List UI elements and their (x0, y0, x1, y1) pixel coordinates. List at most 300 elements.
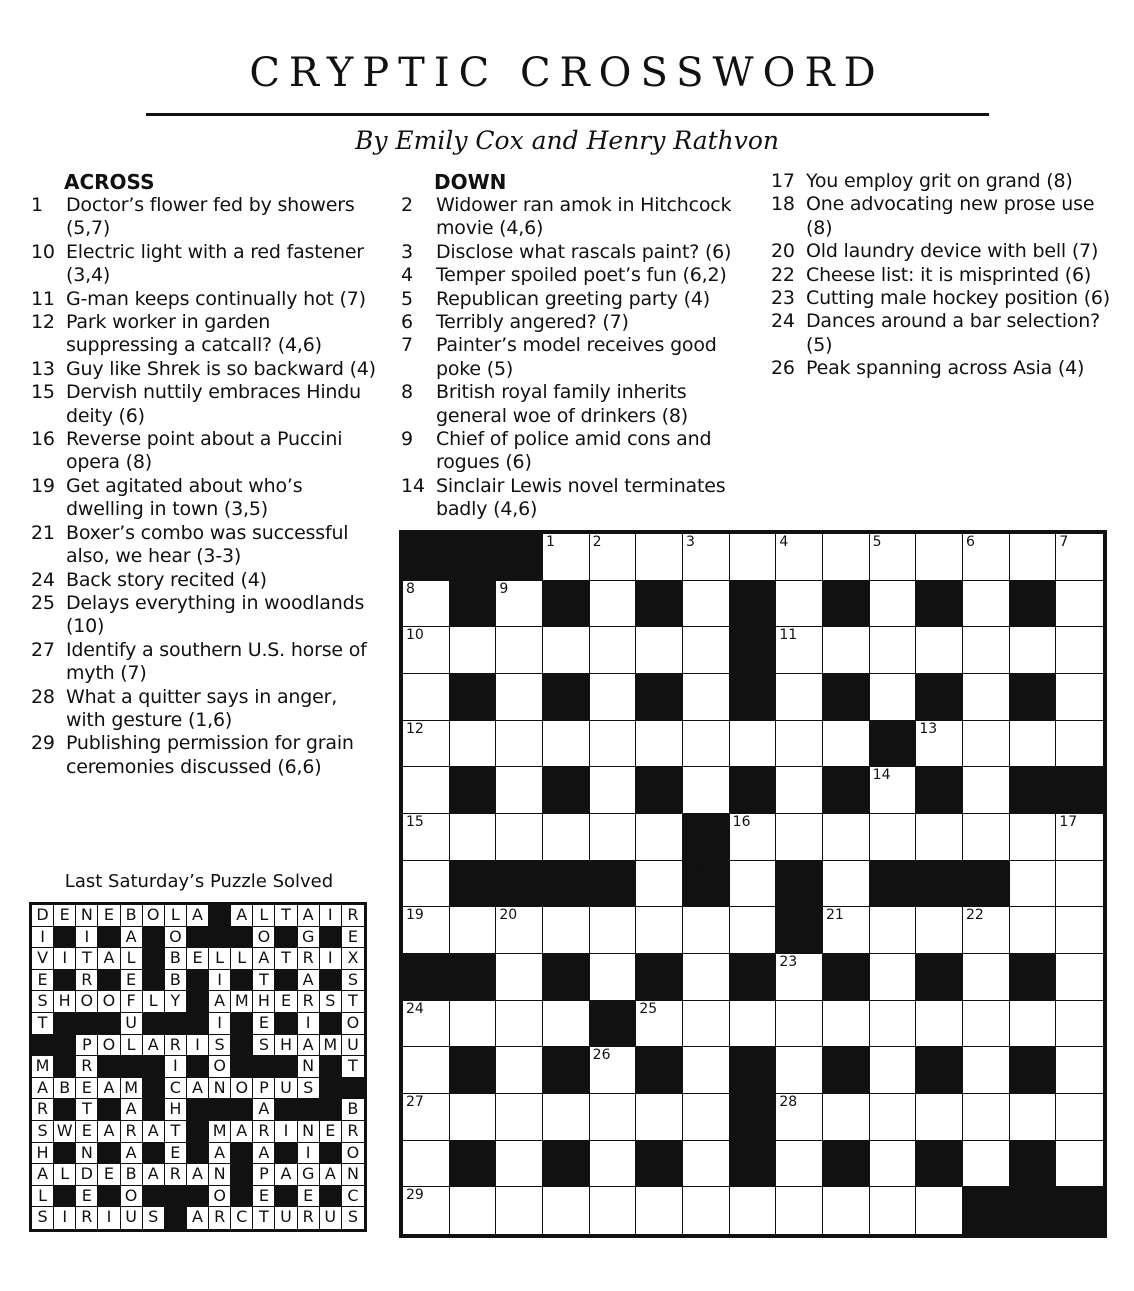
grid-cell[interactable] (916, 627, 963, 674)
grid-cell[interactable] (496, 1094, 543, 1141)
down-clues-column (401, 170, 761, 522)
grid-cell[interactable] (403, 674, 450, 721)
grid-cell[interactable] (1056, 861, 1103, 908)
grid-block (450, 674, 497, 721)
grid-cell[interactable] (496, 1187, 543, 1234)
grid-cell[interactable] (730, 721, 777, 768)
clue-number: 12 (31, 311, 55, 334)
solution-cell: U (275, 1207, 297, 1229)
grid-block (403, 954, 450, 1001)
clue-text: Electric light with a red fastener (3,4) (66, 240, 364, 287)
grid-cell[interactable] (496, 627, 543, 674)
grid-cell[interactable] (776, 767, 823, 814)
solution-cell: I (275, 1121, 297, 1143)
grid-cell[interactable] (636, 814, 683, 861)
grid-cell[interactable] (1010, 721, 1057, 768)
grid-block (730, 1047, 777, 1094)
solution-cell: O (209, 1186, 231, 1208)
grid-cell[interactable] (403, 814, 450, 861)
solution-cell: N (342, 1164, 364, 1186)
grid-cell[interactable] (403, 861, 450, 908)
clue-text: What a quitter says in anger, with gesture (1,6) (66, 685, 338, 731)
grid-cell[interactable] (1056, 581, 1103, 628)
grid-cell[interactable] (1056, 954, 1103, 1001)
solution-cell: A (298, 905, 320, 927)
puzzle-title: CRYPTIC CROSSWORD (249, 50, 885, 96)
grid-cell[interactable] (450, 1187, 497, 1234)
grid-cell[interactable] (403, 581, 450, 628)
grid-cell[interactable] (870, 581, 917, 628)
grid-cell[interactable] (590, 954, 637, 1001)
grid-cell[interactable] (776, 674, 823, 721)
solution-cell: M (209, 1121, 231, 1143)
cell-number: 18 (686, 860, 704, 877)
grid-block (636, 1141, 683, 1188)
grid-cell[interactable] (963, 767, 1010, 814)
grid-cell[interactable] (683, 1094, 730, 1141)
grid-cell[interactable] (776, 627, 823, 674)
grid-cell[interactable] (823, 861, 870, 908)
grid-cell[interactable] (823, 907, 870, 954)
grid-cell[interactable] (1010, 1094, 1057, 1141)
grid-cell[interactable] (403, 907, 450, 954)
solution-cell: U (342, 1035, 364, 1057)
clue-item (771, 357, 1116, 380)
grid-cell[interactable] (870, 1094, 917, 1141)
grid-cell[interactable] (730, 534, 777, 581)
solution-cell: A (231, 1121, 253, 1143)
grid-cell[interactable] (403, 767, 450, 814)
grid-cell[interactable] (590, 721, 637, 768)
grid-cell[interactable] (496, 767, 543, 814)
grid-cell[interactable] (1056, 1141, 1103, 1188)
solution-block (143, 1143, 165, 1165)
grid-cell[interactable] (403, 1047, 450, 1094)
solution-block (209, 905, 231, 927)
grid-block (1010, 767, 1057, 814)
grid-cell[interactable] (870, 534, 917, 581)
grid-cell[interactable] (636, 1187, 683, 1234)
grid-cell[interactable] (683, 907, 730, 954)
solution-cell: P (253, 1164, 275, 1186)
grid-block (1010, 954, 1057, 1001)
grid-cell[interactable] (590, 814, 637, 861)
solution-cell: R (209, 1207, 231, 1229)
solution-block (320, 927, 342, 949)
grid-cell[interactable] (870, 907, 917, 954)
solution-block (187, 1186, 209, 1208)
clue-text: Widower ran amok in Hitchcock movie (4,6) (436, 194, 732, 240)
grid-cell[interactable] (1056, 1001, 1103, 1048)
grid-cell[interactable] (543, 1001, 590, 1048)
grid-cell[interactable] (636, 627, 683, 674)
grid-cell[interactable] (1010, 627, 1057, 674)
solution-cell: X (342, 948, 364, 970)
grid-cell[interactable] (823, 1094, 870, 1141)
solution-cell: H (54, 991, 76, 1013)
grid-cell[interactable] (683, 1187, 730, 1234)
solution-block (54, 1099, 76, 1121)
grid-cell[interactable] (823, 721, 870, 768)
clue-number: 25 (31, 591, 55, 614)
solution-cell: B (121, 1164, 143, 1186)
grid-cell[interactable] (450, 627, 497, 674)
grid-cell[interactable] (1056, 627, 1103, 674)
clue-number: 2 (401, 194, 413, 216)
grid-cell[interactable] (636, 721, 683, 768)
grid-cell[interactable] (1056, 534, 1103, 581)
grid-cell[interactable] (496, 1047, 543, 1094)
grid-cell[interactable] (870, 627, 917, 674)
grid-cell[interactable] (963, 907, 1010, 954)
grid-cell[interactable] (403, 721, 450, 768)
grid-cell[interactable] (730, 1001, 777, 1048)
solution-block (275, 1143, 297, 1165)
solution-cell: A (320, 1164, 342, 1186)
solution-cell: E (298, 1186, 320, 1208)
grid-block (916, 674, 963, 721)
grid-cell[interactable] (730, 907, 777, 954)
grid-cell[interactable] (916, 1001, 963, 1048)
grid-cell[interactable] (730, 814, 777, 861)
grid-cell[interactable] (636, 534, 683, 581)
solution-cell: O (342, 1013, 364, 1035)
grid-cell[interactable] (590, 1141, 637, 1188)
solution-cell: O (165, 927, 187, 949)
cell-number: 13 (919, 720, 938, 737)
cell-number: 22 (966, 907, 984, 924)
grid-cell[interactable] (1056, 721, 1103, 768)
grid-cell[interactable] (823, 534, 870, 581)
solution-cell: M (32, 1056, 54, 1078)
grid-cell[interactable] (1010, 861, 1057, 908)
grid-cell[interactable] (963, 954, 1010, 1001)
solution-block (187, 1121, 209, 1143)
grid-cell[interactable] (543, 627, 590, 674)
solution-cell: A (121, 1099, 143, 1121)
clue-item (31, 194, 376, 241)
grid-cell[interactable] (963, 721, 1010, 768)
grid-cell[interactable] (543, 721, 590, 768)
solution-block (76, 1013, 98, 1035)
grid-cell[interactable] (590, 907, 637, 954)
grid-block (450, 581, 497, 628)
solution-cell: B (121, 905, 143, 927)
grid-cell[interactable] (450, 1094, 497, 1141)
grid-block (730, 674, 777, 721)
grid-cell[interactable] (683, 767, 730, 814)
solution-block (165, 1207, 187, 1229)
grid-cell[interactable] (543, 1187, 590, 1234)
grid-cell[interactable] (590, 674, 637, 721)
grid-block (916, 767, 963, 814)
cell-number: 6 (966, 534, 975, 550)
clue-text: Dances around a bar selection? (5) (806, 310, 1100, 356)
solution-block (342, 1078, 364, 1100)
solution-block (187, 991, 209, 1013)
grid-cell[interactable] (870, 1187, 917, 1234)
grid-cell[interactable] (776, 1094, 823, 1141)
grid-cell[interactable] (916, 1187, 963, 1234)
grid-cell[interactable] (590, 534, 637, 581)
grid-cell[interactable] (916, 907, 963, 954)
cell-number: 10 (406, 627, 424, 644)
grid-cell[interactable] (590, 1047, 637, 1094)
clue-text: Temper spoiled poet’s fun (6,2) (436, 264, 727, 287)
grid-cell[interactable] (683, 1047, 730, 1094)
solution-block (98, 1099, 120, 1121)
grid-cell[interactable] (963, 1141, 1010, 1188)
clue-text: Old laundry device with bell (7) (806, 240, 1099, 263)
grid-cell[interactable] (916, 1094, 963, 1141)
grid-cell[interactable] (450, 721, 497, 768)
grid-cell[interactable] (403, 1187, 450, 1234)
grid-cell[interactable] (450, 814, 497, 861)
grid-cell[interactable] (403, 1141, 450, 1188)
clue-text: Back story recited (4) (66, 568, 267, 591)
grid-cell[interactable] (963, 674, 1010, 721)
clue-item (771, 170, 1116, 193)
grid-block (543, 674, 590, 721)
solution-cell: N (298, 1121, 320, 1143)
solution-cell: A (231, 905, 253, 927)
solution-cell: R (342, 1121, 364, 1143)
cell-number: 20 (499, 907, 518, 924)
grid-cell[interactable] (963, 1001, 1010, 1048)
solution-cell: S (320, 991, 342, 1013)
solution-cell: L (121, 1035, 143, 1057)
grid-cell[interactable] (963, 627, 1010, 674)
solution-block (187, 1056, 209, 1078)
grid-cell[interactable] (1056, 1094, 1103, 1141)
solution-block (54, 1013, 76, 1035)
solution-block (231, 1013, 253, 1035)
grid-block (543, 861, 590, 908)
solution-cell: P (253, 1078, 275, 1100)
solution-cell: A (98, 948, 120, 970)
grid-cell[interactable] (683, 674, 730, 721)
solution-cell: R (298, 1207, 320, 1229)
clue-text: Sinclair Lewis novel terminates badly (4,6) (436, 474, 726, 521)
grid-cell[interactable] (683, 954, 730, 1001)
solution-block (121, 1056, 143, 1078)
grid-cell[interactable] (403, 627, 450, 674)
grid-cell[interactable] (543, 534, 590, 581)
grid-cell[interactable] (776, 534, 823, 581)
clue-text: Park worker in garden suppressing a catcall? (4,6) (66, 311, 322, 357)
grid-cell[interactable] (1056, 674, 1103, 721)
grid-block (1010, 1141, 1057, 1188)
grid-cell[interactable] (496, 674, 543, 721)
grid-block (823, 954, 870, 1001)
grid-cell[interactable] (683, 534, 730, 581)
grid-cell[interactable] (870, 767, 917, 814)
grid-cell[interactable] (496, 721, 543, 768)
grid-cell[interactable] (916, 721, 963, 768)
grid-cell[interactable] (636, 861, 683, 908)
grid-block (683, 861, 730, 908)
clue-text: British royal family inherits general woe of drinkers (8) (436, 381, 688, 427)
grid-cell[interactable] (543, 814, 590, 861)
grid-cell[interactable] (683, 627, 730, 674)
solution-cell: A (209, 991, 231, 1013)
grid-cell[interactable] (916, 814, 963, 861)
grid-cell[interactable] (683, 1001, 730, 1048)
grid-cell[interactable] (543, 907, 590, 954)
solution-cell: T (342, 1056, 364, 1078)
clue-number: 1 (31, 194, 43, 216)
grid-block (963, 861, 1010, 908)
clue-item (31, 569, 376, 592)
solution-cell: I (209, 1013, 231, 1035)
grid-cell[interactable] (403, 1001, 450, 1048)
solution-cell: A (143, 1035, 165, 1057)
grid-cell[interactable] (1010, 1001, 1057, 1048)
solution-cell: G (298, 927, 320, 949)
grid-cell[interactable] (823, 1187, 870, 1234)
grid-cell[interactable] (776, 814, 823, 861)
solution-cell: L (165, 905, 187, 927)
grid-cell[interactable] (683, 721, 730, 768)
grid-cell[interactable] (450, 907, 497, 954)
grid-cell[interactable] (496, 1141, 543, 1188)
grid-cell[interactable] (683, 1141, 730, 1188)
solution-cell: E (187, 948, 209, 970)
grid-cell[interactable] (636, 907, 683, 954)
clue-item (31, 732, 376, 779)
grid-cell[interactable] (590, 767, 637, 814)
solution-cell: A (187, 905, 209, 927)
solution-block (143, 1056, 165, 1078)
grid-cell[interactable] (870, 1047, 917, 1094)
grid-cell[interactable] (1056, 907, 1103, 954)
grid-cell[interactable] (496, 907, 543, 954)
solution-block (187, 927, 209, 949)
grid-block (963, 1187, 1010, 1234)
clue-number: 6 (401, 311, 413, 334)
grid-cell[interactable] (963, 581, 1010, 628)
cell-number: 8 (406, 580, 415, 597)
grid-cell[interactable] (963, 1047, 1010, 1094)
grid-cell[interactable] (730, 1187, 777, 1234)
grid-cell[interactable] (870, 1001, 917, 1048)
grid-cell[interactable] (776, 1047, 823, 1094)
cell-number: 16 (732, 814, 751, 830)
grid-cell[interactable] (496, 1001, 543, 1048)
clue-item (31, 381, 376, 428)
grid-cell[interactable] (730, 861, 777, 908)
grid-cell[interactable] (590, 1187, 637, 1234)
grid-cell[interactable] (963, 1094, 1010, 1141)
cell-number: 15 (406, 814, 424, 830)
solution-cell: S (32, 1207, 54, 1229)
grid-cell[interactable] (1010, 814, 1057, 861)
solution-cell: E (165, 1143, 187, 1165)
grid-cell[interactable] (496, 954, 543, 1001)
grid-cell[interactable] (870, 1141, 917, 1188)
grid-cell[interactable] (683, 581, 730, 628)
crossword-grid[interactable] (399, 530, 1107, 1238)
grid-cell[interactable] (963, 814, 1010, 861)
grid-cell[interactable] (1056, 814, 1103, 861)
grid-cell[interactable] (403, 1094, 450, 1141)
grid-cell[interactable] (776, 1001, 823, 1048)
grid-cell[interactable] (590, 581, 637, 628)
grid-cell[interactable] (823, 814, 870, 861)
grid-block (450, 767, 497, 814)
grid-cell[interactable] (776, 721, 823, 768)
clue-text: Identify a southern U.S. horse of myth (7) (66, 638, 367, 685)
solution-cell: W (54, 1121, 76, 1143)
grid-cell[interactable] (450, 1001, 497, 1048)
grid-block (823, 1047, 870, 1094)
grid-cell[interactable] (870, 954, 917, 1001)
grid-cell[interactable] (776, 581, 823, 628)
grid-cell[interactable] (776, 1141, 823, 1188)
grid-cell[interactable] (870, 814, 917, 861)
clue-text: G-man keeps continually hot (7) (66, 287, 366, 310)
solution-cell: O (76, 991, 98, 1013)
clue-number: 23 (771, 287, 795, 310)
cell-number: 26 (592, 1047, 611, 1064)
grid-block (870, 721, 917, 768)
grid-cell[interactable] (776, 1187, 823, 1234)
grid-cell[interactable] (590, 1094, 637, 1141)
grid-cell[interactable] (963, 534, 1010, 581)
grid-block (916, 1141, 963, 1188)
solution-cell: I (32, 927, 54, 949)
clue-text: Terribly angered? (7) (436, 311, 629, 334)
solution-cell: A (121, 927, 143, 949)
grid-block (636, 581, 683, 628)
grid-cell[interactable] (496, 814, 543, 861)
grid-cell[interactable] (1010, 907, 1057, 954)
clue-item (31, 288, 376, 311)
grid-cell[interactable] (1056, 1047, 1103, 1094)
grid-block (916, 861, 963, 908)
clue-item (401, 264, 761, 287)
grid-cell[interactable] (543, 1094, 590, 1141)
grid-cell[interactable] (496, 581, 543, 628)
grid-cell[interactable] (870, 674, 917, 721)
solution-block (187, 1099, 209, 1121)
solution-block (98, 1013, 120, 1035)
grid-cell[interactable] (776, 954, 823, 1001)
solution-cell: T (165, 1121, 187, 1143)
grid-cell[interactable] (823, 1001, 870, 1048)
grid-cell[interactable] (916, 534, 963, 581)
solution-block (231, 1099, 253, 1121)
clue-item (31, 592, 376, 639)
clue-text: Doctor’s flower fed by showers (5,7) (66, 194, 355, 240)
grid-block (543, 767, 590, 814)
clue-item (31, 475, 376, 522)
solution-block (54, 1186, 76, 1208)
grid-cell[interactable] (636, 1001, 683, 1048)
clue-number: 22 (771, 263, 795, 286)
grid-cell[interactable] (636, 1094, 683, 1141)
solution-cell: O (253, 927, 275, 949)
solution-cell: L (32, 1186, 54, 1208)
grid-cell[interactable] (823, 627, 870, 674)
grid-cell[interactable] (1010, 534, 1057, 581)
clue-item (401, 334, 761, 381)
solution-cell: R (165, 1035, 187, 1057)
solution-block (231, 970, 253, 992)
solution-cell: L (143, 991, 165, 1013)
grid-cell[interactable] (590, 627, 637, 674)
clue-text: Guy like Shrek is so backward (4) (66, 357, 376, 380)
